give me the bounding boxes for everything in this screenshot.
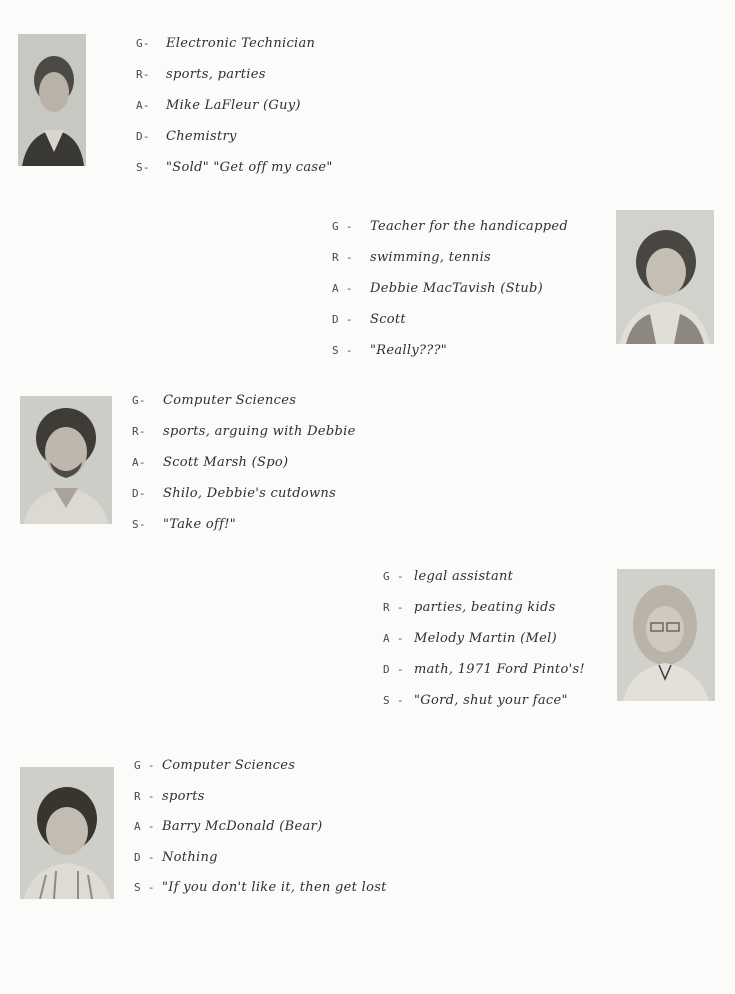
alias-line	[383, 631, 557, 647]
portrait-image	[20, 767, 114, 899]
student-portrait-photo	[20, 767, 114, 899]
goal-line	[134, 758, 295, 774]
alias-key: A-	[132, 456, 146, 469]
portrait-image	[616, 210, 714, 344]
dislike-key: D-	[132, 487, 146, 500]
saying-value: "Sold" "Get off my case"	[166, 160, 333, 175]
student-portrait-photo	[617, 569, 715, 701]
saying-key: S -	[332, 344, 353, 357]
portrait-image	[617, 569, 715, 701]
saying-line	[134, 880, 387, 896]
goal-value: Computer Sciences	[162, 758, 296, 773]
recreation-key: R -	[383, 601, 404, 614]
saying-value: "Really???"	[370, 343, 448, 358]
recreation-key: R -	[134, 790, 155, 803]
student-portrait-photo	[616, 210, 714, 344]
saying-line	[136, 160, 333, 176]
alias-value: Debbie MacTavish (Stub)	[370, 281, 544, 296]
recreation-line	[134, 789, 205, 805]
dislike-line	[383, 662, 585, 678]
recreation-value: swimming, tennis	[370, 250, 492, 265]
dislike-line	[132, 486, 336, 502]
goal-key: G -	[383, 570, 404, 583]
alias-key: A -	[134, 820, 155, 833]
saying-key: S-	[132, 518, 146, 531]
saying-key: S-	[136, 161, 150, 174]
dislike-value: Scott	[370, 312, 406, 327]
recreation-key: R -	[332, 251, 353, 264]
alias-value: Mike LaFleur (Guy)	[166, 98, 301, 113]
saying-value: "Take off!"	[163, 517, 237, 532]
student-portrait-photo	[20, 396, 112, 524]
goal-value: legal assistant	[414, 569, 514, 584]
saying-key: S -	[134, 881, 155, 894]
goal-line	[383, 569, 513, 585]
goal-value: Teacher for the handicapped	[370, 219, 568, 234]
goal-key: G -	[134, 759, 155, 772]
goal-value: Computer Sciences	[163, 393, 297, 408]
alias-key: A-	[136, 99, 150, 112]
alias-value: Barry McDonald (Bear)	[162, 819, 323, 834]
recreation-value: sports, parties	[166, 67, 266, 82]
dislike-value: Shilo, Debbie's cutdowns	[163, 486, 337, 501]
recreation-value: sports, arguing with Debbie	[163, 424, 356, 439]
recreation-value: sports	[162, 789, 205, 804]
dislike-value: Nothing	[162, 850, 218, 865]
goal-value: Electronic Technician	[166, 36, 316, 51]
recreation-key: R-	[136, 68, 150, 81]
student-portrait-photo	[18, 34, 86, 166]
saying-line	[132, 517, 236, 533]
saying-line	[383, 693, 568, 709]
recreation-key: R-	[132, 425, 146, 438]
alias-line	[132, 455, 288, 471]
recreation-line	[132, 424, 356, 440]
dislike-line	[136, 129, 237, 145]
saying-value: "Gord, shut your face"	[414, 693, 568, 708]
goal-key: G-	[132, 394, 146, 407]
goal-line	[332, 219, 568, 235]
alias-key: A -	[383, 632, 404, 645]
goal-key: G -	[332, 220, 353, 233]
dislike-key: D -	[332, 313, 353, 326]
dislike-value: math, 1971 Ford Pinto's!	[414, 662, 585, 677]
goal-line	[132, 393, 296, 409]
dislike-key: D-	[136, 130, 150, 143]
alias-key: A -	[332, 282, 353, 295]
dislike-value: Chemistry	[166, 129, 237, 144]
saying-key: S -	[383, 694, 404, 707]
recreation-line	[332, 250, 491, 266]
saying-line	[332, 343, 447, 359]
alias-line	[134, 819, 322, 835]
alias-value: Melody Martin (Mel)	[414, 631, 557, 646]
alias-line	[136, 98, 301, 114]
recreation-value: parties, beating kids	[414, 600, 556, 615]
recreation-line	[383, 600, 556, 616]
dislike-key: D -	[134, 851, 155, 864]
goal-line	[136, 36, 315, 52]
goal-key: G-	[136, 37, 150, 50]
portrait-image	[20, 396, 112, 524]
dislike-key: D -	[383, 663, 404, 676]
alias-value: Scott Marsh (Spo)	[163, 455, 289, 470]
saying-value: "If you don't like it, then get lost	[162, 880, 387, 895]
alias-line	[332, 281, 543, 297]
recreation-line	[136, 67, 266, 83]
dislike-line	[332, 312, 406, 328]
portrait-image	[18, 34, 86, 166]
dislike-line	[134, 850, 218, 866]
